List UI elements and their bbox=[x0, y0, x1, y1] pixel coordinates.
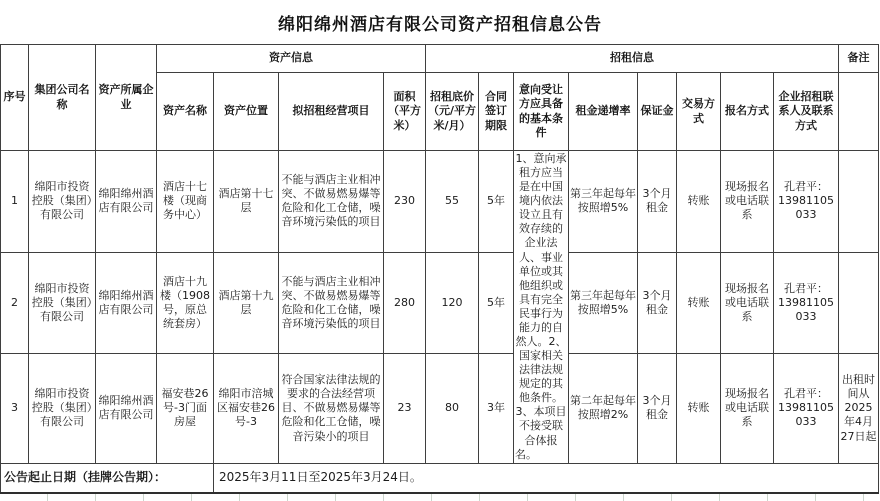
col-header-registration: 报名方式 bbox=[721, 73, 774, 151]
col-header-asset-name: 资产名称 bbox=[157, 73, 214, 151]
cell-contract-term: 5年 bbox=[479, 151, 514, 253]
cell-owner-company: 绵阳绵州酒店有限公司 bbox=[96, 354, 157, 464]
cell-remark: 出租时间从2025年4月27日起 bbox=[839, 354, 879, 464]
cell-project: 不能与酒店主业相冲突、不做易燃易爆等危险和化工仓储，噪音环境污染低的项目 bbox=[279, 151, 384, 253]
cell-contact: 孔君平：13981105033 bbox=[774, 252, 839, 354]
cell-base-price: 80 bbox=[426, 354, 479, 464]
table-row-1 bbox=[1, 151, 879, 253]
cell-transaction: 转账 bbox=[677, 252, 721, 354]
cell-contract-term: 3年 bbox=[479, 354, 514, 464]
col-header-base-price: 招租底价（元/平方米/月） bbox=[426, 73, 479, 151]
cell-area: 23 bbox=[384, 354, 426, 464]
group-header-asset-info: 资产信息 bbox=[157, 45, 426, 73]
cell-deposit: 3个月租金 bbox=[638, 354, 677, 464]
group-header-lease-info: 招租信息 bbox=[426, 45, 839, 73]
group-header-row bbox=[1, 45, 879, 73]
col-header-deposit: 保证金 bbox=[638, 73, 677, 151]
cell-area: 280 bbox=[384, 252, 426, 354]
col-header-contact: 企业招租联系人及联系方式 bbox=[774, 73, 839, 151]
cell-asset-location: 绵阳市涪城区福安巷26号-3 bbox=[214, 354, 279, 464]
cell-project: 不能与酒店主业相冲突、不做易燃易爆等危险和化工仓储，噪音环境污染低的项目 bbox=[279, 252, 384, 354]
lease-announcement-table bbox=[0, 44, 879, 494]
cell-project: 符合国家法律法规的要求的合法经营项目、不做易燃易爆等危险和化工仓储，噪音污染小的项目 bbox=[279, 354, 384, 464]
footer-row bbox=[1, 463, 879, 493]
cell-asset-location: 酒店第十七层 bbox=[214, 151, 279, 253]
cell-base-price: 120 bbox=[426, 252, 479, 354]
cell-remark bbox=[839, 151, 879, 253]
cell-asset-name: 酒店十九楼（1908号，原总统套房） bbox=[157, 252, 214, 354]
col-header-group-company: 集团公司名称 bbox=[29, 45, 96, 151]
cell-rent-increase: 第二年起每年按照增2% bbox=[569, 354, 638, 464]
table-row-2 bbox=[1, 252, 879, 354]
cell-group-company: 绵阳市投资控股（集团）有限公司 bbox=[29, 252, 96, 354]
col-header-conditions: 意向受让方应具备的基本条件 bbox=[514, 73, 569, 151]
announcement-period-value: 2025年3月11日至2025年3月24日。 bbox=[214, 463, 879, 493]
title-bar bbox=[0, 0, 880, 44]
cell-seq: 3 bbox=[1, 354, 29, 464]
col-header-asset-location: 资产位置 bbox=[214, 73, 279, 151]
cell-asset-location: 酒店第十九层 bbox=[214, 252, 279, 354]
cell-seq: 2 bbox=[1, 252, 29, 354]
col-header-remark-sub-empty bbox=[839, 73, 879, 151]
col-header-project: 拟招租经营项目 bbox=[279, 73, 384, 151]
cell-remark bbox=[839, 252, 879, 354]
cell-base-price: 55 bbox=[426, 151, 479, 253]
col-header-owner-company: 资产所属企业 bbox=[96, 45, 157, 151]
page-title: 绵阳绵州酒店有限公司资产招租信息公告 bbox=[278, 14, 602, 35]
col-header-remark: 备注 bbox=[839, 45, 879, 73]
cell-area: 230 bbox=[384, 151, 426, 253]
cell-registration: 现场报名或电话联系 bbox=[721, 252, 774, 354]
cell-asset-name: 福安巷26号-3门面房屋 bbox=[157, 354, 214, 464]
cell-asset-name: 酒店十七楼（现商务中心） bbox=[157, 151, 214, 253]
cell-deposit: 3个月租金 bbox=[638, 252, 677, 354]
col-header-transaction: 交易方式 bbox=[677, 73, 721, 151]
cell-group-company: 绵阳市投资控股（集团）有限公司 bbox=[29, 151, 96, 253]
cell-rent-increase: 第三年起每年按照增5% bbox=[569, 252, 638, 354]
announcement-period-label: 公告起止日期（挂牌公告期）： bbox=[1, 463, 214, 493]
cell-conditions-merged: 1、意向承租方应当是在中国境内依法设立且有效存续的企业法人、事业单位或其他组织或具有完全民事行为能力的自然人。2、国家相关法律法规规定的其他条件。3、本项目不接受联合体报名。 bbox=[514, 151, 569, 464]
cell-deposit: 3个月租金 bbox=[638, 151, 677, 253]
col-header-seq: 序号 bbox=[1, 45, 29, 151]
cell-owner-company: 绵阳绵州酒店有限公司 bbox=[96, 151, 157, 253]
cell-registration: 现场报名或电话联系 bbox=[721, 354, 774, 464]
cell-contact: 孔君平：13981105033 bbox=[774, 151, 839, 253]
cell-seq: 1 bbox=[1, 151, 29, 253]
spreadsheet-gridline-sliver bbox=[0, 494, 880, 501]
cell-transaction: 转账 bbox=[677, 354, 721, 464]
col-header-rent-increase: 租金递增率 bbox=[569, 73, 638, 151]
cell-transaction: 转账 bbox=[677, 151, 721, 253]
cell-owner-company: 绵阳绵州酒店有限公司 bbox=[96, 252, 157, 354]
cell-contract-term: 5年 bbox=[479, 252, 514, 354]
cell-contact: 孔君平：13981105033 bbox=[774, 354, 839, 464]
table-row-3 bbox=[1, 354, 879, 464]
cell-group-company: 绵阳市投资控股（集团）有限公司 bbox=[29, 354, 96, 464]
cell-rent-increase: 第三年起每年按照增5% bbox=[569, 151, 638, 253]
col-header-contract-term: 合同签订期限 bbox=[479, 73, 514, 151]
cell-registration: 现场报名或电话联系 bbox=[721, 151, 774, 253]
col-header-area: 面积（平方米） bbox=[384, 73, 426, 151]
